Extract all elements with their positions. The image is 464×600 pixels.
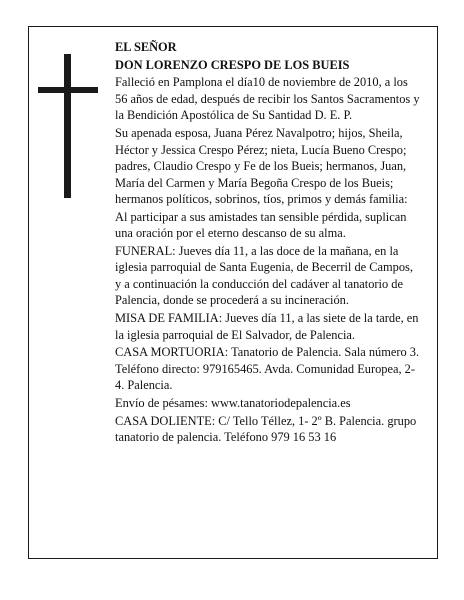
family-home-info: CASA DOLIENTE: C/ Tello Téllez, 1- 2º B. Palencia. grupo tanatorio de palencia. Teléfono 979 16 53 16 bbox=[115, 413, 417, 445]
cross-vertical-bar bbox=[64, 54, 71, 198]
cross-icon bbox=[38, 54, 98, 198]
condolences-info: Envío de pésames: www.tanatoriodepalencia.es bbox=[115, 396, 351, 410]
family-list: Su apenada esposa, Juana Pérez Navalpotro; hijos, Sheila, Héctor y Jessica Crespo Pérez; nieta, Lucía Bueno Crespo; padres, Claudio Crespo y Fe de los Bueis; hermanos, Juan, María del Carmen y María Begoña Crespo de los Bueis; hermanos políticos, sobrinos, tíos, primos y demás familia: bbox=[115, 126, 408, 207]
funeral-info: FUNERAL: Jueves día 11, a las doce de la mañana, en la iglesia parroquial de Santa Eugenia, de Becerril de Campos, y a continuación la conducción del cadáver al tanatorio de Palencia, donde se procederá a su incineración. bbox=[115, 243, 413, 308]
heading-line-1: EL SEÑOR bbox=[115, 40, 177, 54]
obituary-text bbox=[115, 39, 421, 447]
deceased-name: DON LORENZO CRESPO DE LOS BUEIS bbox=[115, 57, 350, 72]
prayer-request: Al participar a sus amistades tan sensible pérdida, suplican una oración por el eterno descanso de su alma. bbox=[115, 209, 407, 241]
family-mass-info: MISA DE FAMILIA: Jueves día 11, a las siete de la tarde, en la iglesia parroquial de El Salvador, de Palencia. bbox=[115, 311, 419, 342]
death-announcement: Falleció en Pamplona el día10 de noviembre de 2010, a los 56 años de edad, después de recibir los Santos Sacramentos y la Bendición Apostólica de Su Santidad D. E. P. bbox=[115, 75, 420, 123]
funeral-home-info: CASA MORTUORIA: Tanatorio de Palencia. Sala número 3. Teléfono directo: 979165465. Avda. Comunidad Europea, 2-4. Palencia. bbox=[115, 345, 420, 393]
cross-horizontal-bar bbox=[38, 87, 98, 93]
